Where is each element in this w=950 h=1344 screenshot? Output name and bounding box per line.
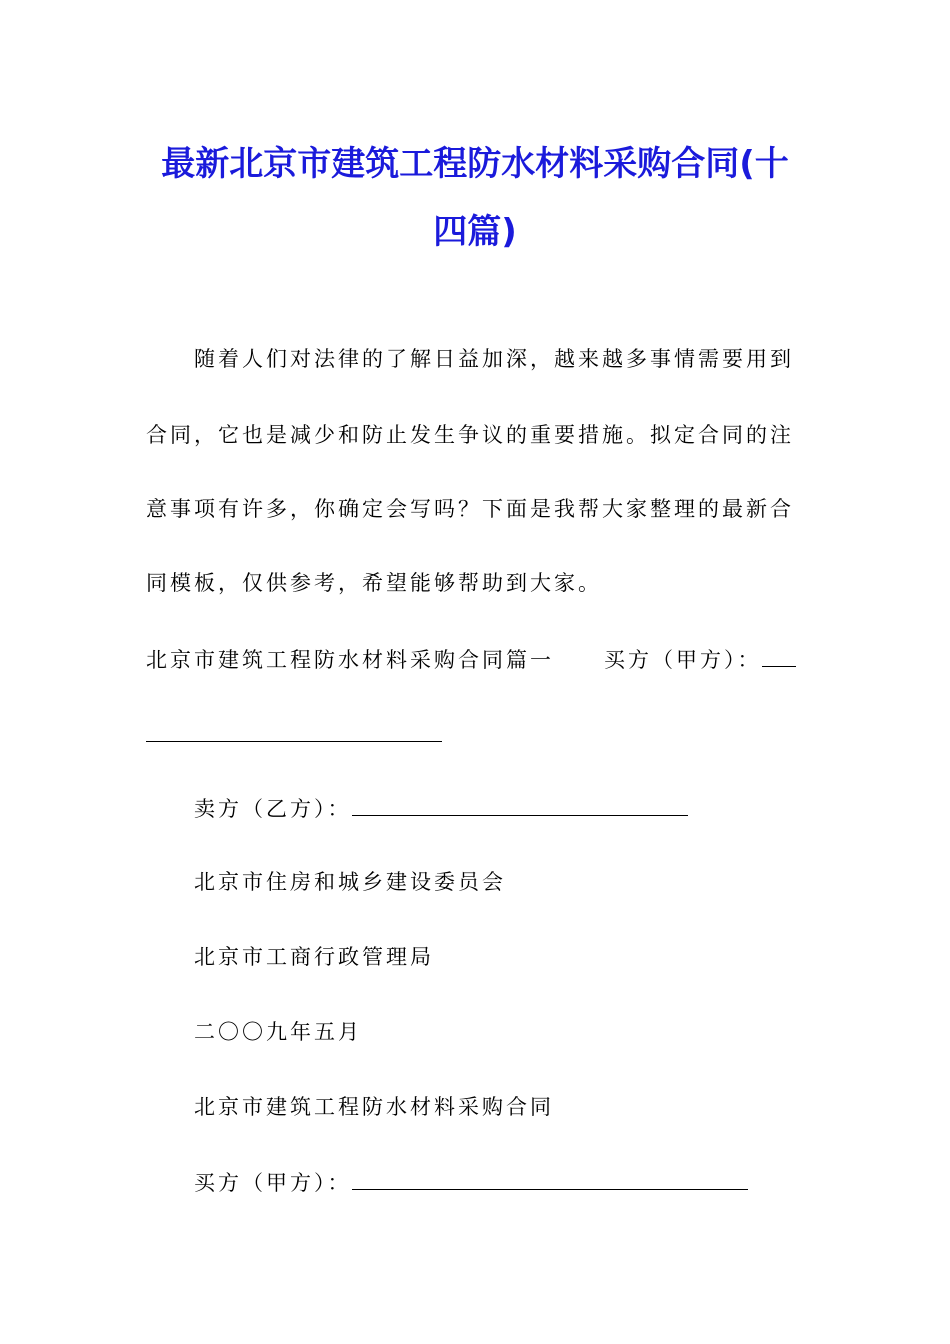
document-title-line2: 四篇)	[433, 212, 517, 252]
section-heading-row	[146, 644, 796, 675]
document-title-line1: 最新北京市建筑工程防水材料采购合同(十	[161, 144, 789, 184]
intro-line-3: 意事项有许多，你确定会写吗？下面是我帮大家整理的最新合	[146, 497, 794, 521]
issuer-1: 北京市住房和城乡建设委员会	[194, 870, 506, 894]
buyer-blank-continued	[146, 741, 442, 742]
section-heading: 北京市建筑工程防水材料采购合同篇一	[146, 648, 554, 672]
buyer-label-2: 买方（甲方）：	[194, 1171, 352, 1195]
seller-label: 卖方（乙方）：	[194, 797, 352, 821]
seller-blank	[352, 793, 688, 816]
buyer-blank-start	[762, 644, 796, 667]
buyer-blank-2	[352, 1167, 748, 1190]
intro-line-4: 同模板，仅供参考，希望能够帮助到大家。	[146, 571, 602, 595]
seller-row	[194, 793, 688, 824]
contract-title: 北京市建筑工程防水材料采购合同	[194, 1095, 554, 1119]
intro-line-2: 合同，它也是减少和防止发生争议的重要措施。拟定合同的注	[146, 423, 794, 447]
buyer-label: 买方（甲方）：	[604, 648, 762, 672]
buyer-row-2	[194, 1167, 748, 1198]
issuer-2: 北京市工商行政管理局	[194, 945, 434, 969]
issue-date: 二〇〇九年五月	[194, 1020, 362, 1044]
intro-line-1: 随着人们对法律的了解日益加深，越来越多事情需要用到	[194, 347, 794, 371]
